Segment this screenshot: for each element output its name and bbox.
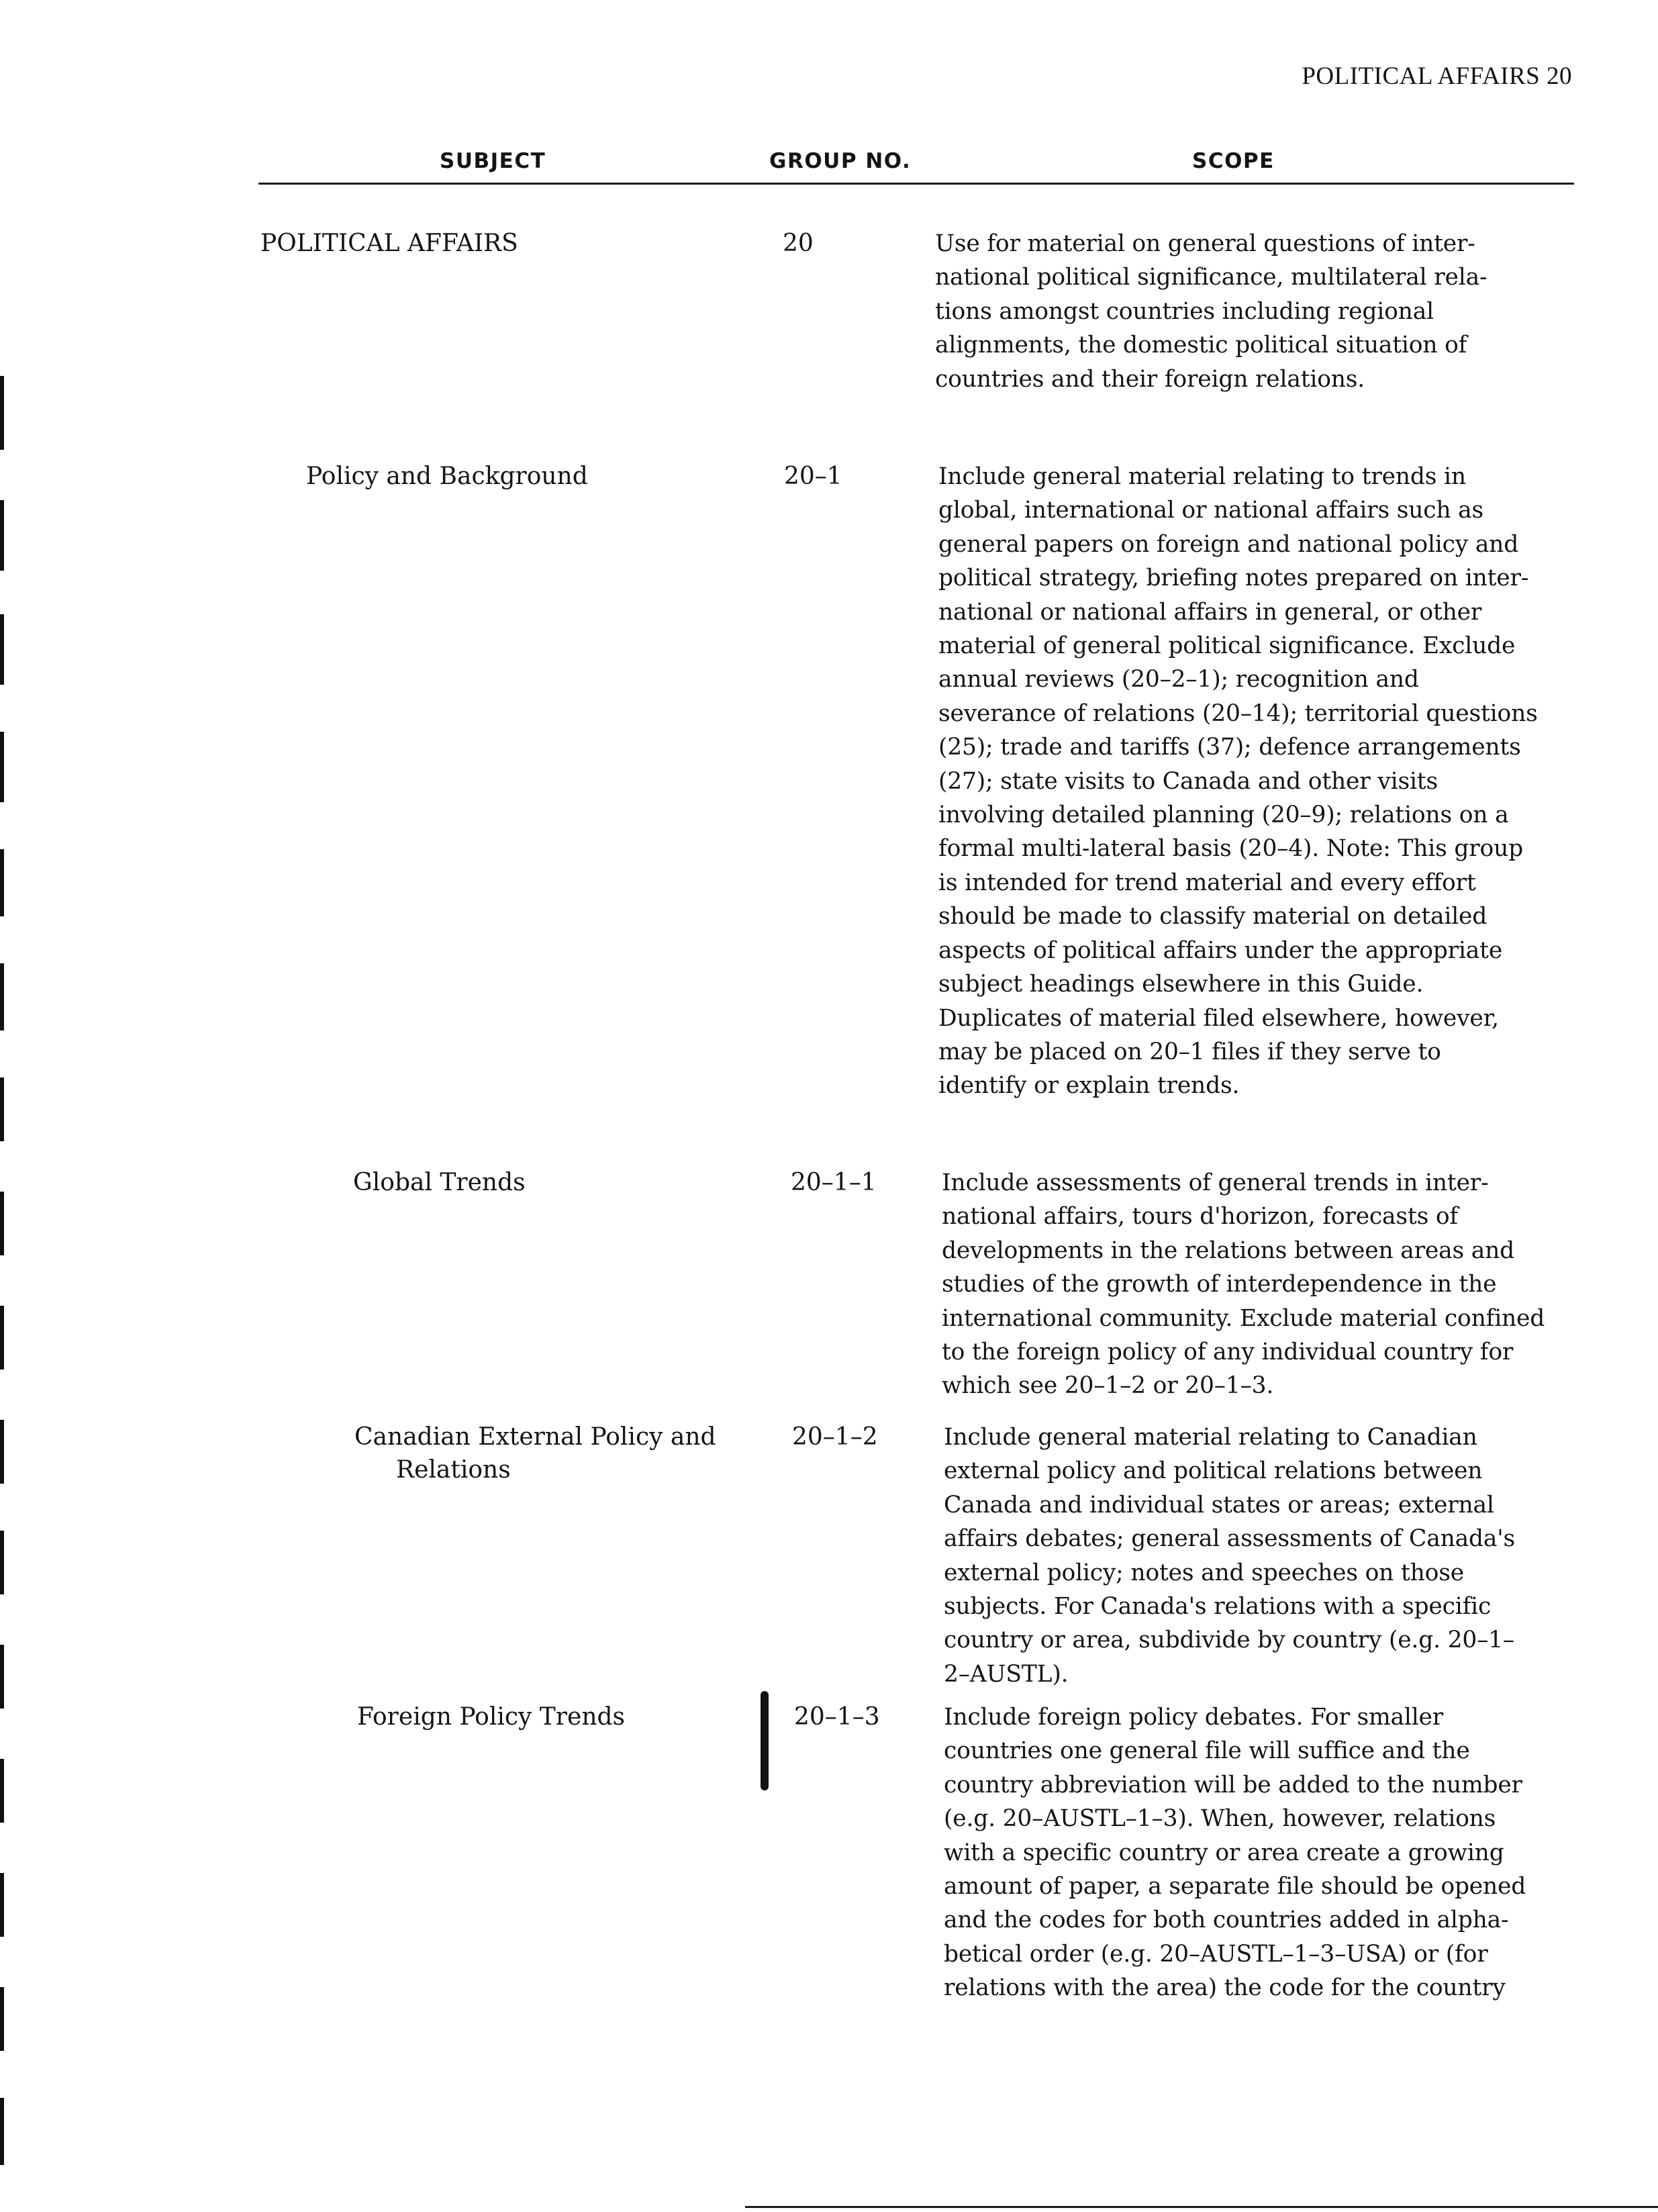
entry-scope: Include foreign policy debates. For smaller countries one general file will suffice and the country abbreviation will be added to the number (e.g. 20–AUSTL–1–3). When, however, relations with a specific country or area create a growing amount of paper, a separate file should be opened and the codes for both countries added in alpha- betical order (e.g. 20–AUSTL–1–3–USA) or (for relations with the area) the code for the country	[944, 1704, 1526, 2002]
entry-scope: Include general material relating to Canadian external policy and political relations between Canada and individual states or areas; external affairs debates; general assessments of Canada's external policy; notes and speeches on those subjects. For Canada's relations with a specific country or area, subdivide by country (e.g. 20–1– 2–AUSTL).	[944, 1424, 1515, 1688]
entry-subject: Foreign Policy Trends	[357, 1703, 626, 1731]
revision-marker-bar	[761, 1691, 769, 1790]
column-header-subject: SUBJECT	[440, 149, 546, 173]
entry-subject-continuation: Relations	[396, 1456, 511, 1484]
binding-edge-mark	[0, 849, 4, 916]
entry-group-no: 20–1	[784, 463, 842, 490]
entry-scope: Use for material on general questions of inter- national political significance, multilateral rela- tions amongst countries including regional alignments, the domestic political situation of countries and their foreign relations.	[935, 230, 1488, 393]
entry-subject: Policy and Background	[306, 463, 588, 490]
entry-group-no: 20	[783, 230, 814, 257]
binding-edge-mark	[0, 732, 4, 802]
running-head: POLITICAL AFFAIRS 20	[1302, 62, 1572, 90]
binding-edge-mark	[0, 2098, 4, 2165]
binding-edge-mark	[0, 1645, 4, 1709]
entry-subject: Canadian External Policy and Relations	[354, 1421, 716, 1486]
binding-edge-mark	[0, 1077, 4, 1141]
entry-scope: Include general material relating to trends in global, international or national affairs such as general papers on foreign and national policy and political strategy, briefing notes prepared on inter- national or national affairs in general, or other material of general political significance. Exclude annual reviews (20–2–1); recognition and severance of relations (20–14); territorial questions (25); trade and tariffs (37); defence arrangements (27); state visits to Canada and other visits involving detailed planning (20–9); relations on a formal multi-lateral basis (20–4). Note: This group is intended for trend material and every effort should be made to classify material on detailed aspects of political affairs under the appropriate subject headings elsewhere in this Guide. Duplicates of material filed elsewhere, however, may be placed on 20–1 files if they serve to identify or explain trends.	[938, 463, 1538, 1100]
binding-edge-mark	[0, 376, 4, 450]
binding-edge-mark	[0, 963, 4, 1030]
entry-group-no: 20–1–2	[792, 1423, 878, 1451]
binding-edge-mark	[0, 500, 4, 571]
column-header-scope: SCOPE	[1192, 149, 1275, 173]
column-header-group-no: GROUP NO.	[769, 149, 912, 173]
entry-scope: Include assessments of general trends in inter- national affairs, tours d'horizon, forecasts of developments in the relations between areas and studies of the growth of interdependence in the international community. Exclude material confined to the foreign policy of any individual country for which see 20–1–2 or 20–1–3.	[942, 1169, 1545, 1400]
binding-edge-mark	[0, 1192, 4, 1255]
entry-subject: Global Trends	[353, 1169, 526, 1196]
binding-edge-mark	[0, 614, 4, 685]
header-rule	[258, 183, 1574, 185]
entry-group-no: 20–1–1	[791, 1169, 877, 1196]
binding-edge-mark	[0, 1873, 4, 1937]
page-bottom-rule	[745, 2206, 1658, 2208]
binding-edge-mark	[0, 1420, 4, 1484]
binding-edge-mark	[0, 1531, 4, 1594]
binding-edge-mark	[0, 1306, 4, 1369]
binding-edge-mark	[0, 1987, 4, 2051]
entry-group-no: 20–1–3	[794, 1703, 880, 1731]
binding-edge-mark	[0, 1759, 4, 1823]
entry-subject: POLITICAL AFFAIRS	[260, 230, 518, 257]
